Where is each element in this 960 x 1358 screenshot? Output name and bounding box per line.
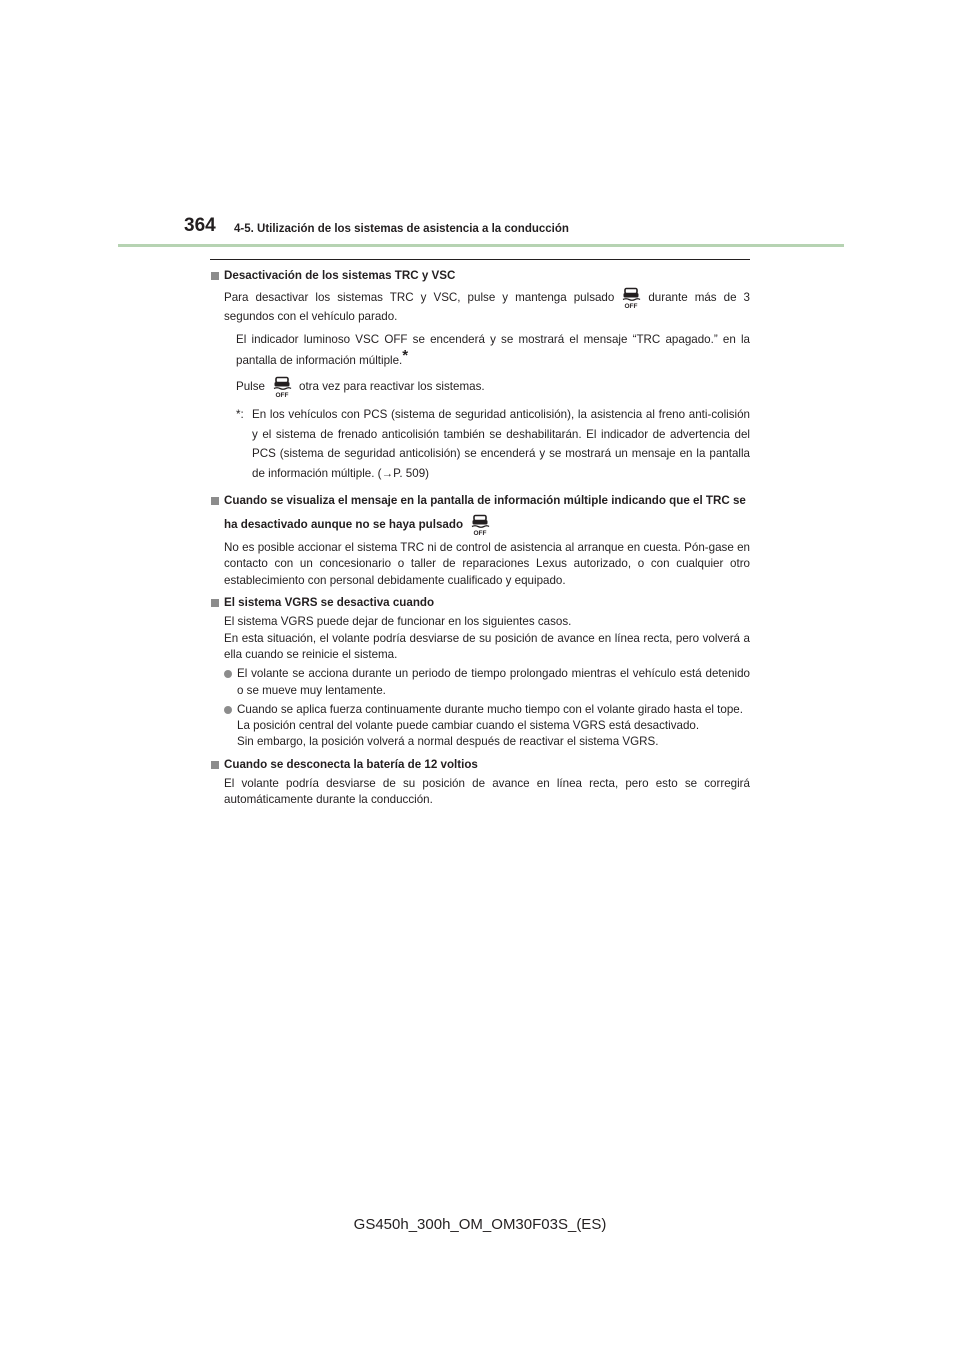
paragraph: No es posible accionar el sistema TRC ni de control de asistencia al arranque en cuesta. Pón-gase en contacto con un concesionario o taller de reparaciones Lexus autorizado, o con cualquier otro establecimiento con personal debidamente cualificado y equipado.	[224, 541, 750, 587]
chapter-title: 4-5. Utilización de los sistemas de asistencia a la conducción	[234, 223, 569, 235]
section-title: Cuando se desconecta la batería de 12 voltios	[224, 757, 478, 771]
vehicle-skid-off-icon	[468, 514, 492, 536]
square-bullet-icon	[211, 761, 219, 769]
vehicle-skid-off-icon	[270, 376, 294, 398]
document-code: GS450h_300h_OM_OM30F03S_(ES)	[353, 1216, 607, 1233]
section-trc-message	[210, 489, 750, 589]
list-item-text: Cuando se aplica fuerza continuamente durante mucho tiempo con el volante girado hasta el tope.	[237, 702, 743, 716]
section-trc-vsc-off	[210, 268, 750, 483]
section-title: Cuando se visualiza el mensaje en la pantalla de información múltiple indicando que el TRC se ha desactivado aunque no se haya pulsado	[224, 494, 746, 532]
square-bullet-icon	[211, 497, 219, 505]
paragraph-text: otra vez para reactivar los sistemas.	[299, 380, 485, 394]
page-header	[184, 214, 844, 250]
paragraph: El sistema VGRS puede dejar de funcionar en los siguientes casos.	[224, 615, 572, 629]
paragraph-text: durante más de 3 segundos con el vehículo parado.	[224, 291, 750, 324]
section-title: El sistema VGRS se desactiva cuando	[224, 596, 435, 610]
header-divider	[118, 244, 844, 247]
section-divider	[210, 259, 750, 260]
list-item-text: El volante se acciona durante un periodo de tiempo prolongado mientras el vehículo está detenido o se mueve muy lentamente.	[237, 667, 750, 697]
page-number: 364	[184, 215, 216, 236]
vehicle-skid-off-icon	[619, 287, 643, 309]
paragraph-text: Pulse	[236, 380, 266, 394]
paragraph-text: El indicador luminoso VSC OFF se encenderá y se mostrará el mensaje “TRC apagado.” en la pantalla de información múltiple.	[236, 332, 750, 367]
square-bullet-icon	[211, 272, 219, 280]
list-item-text: Sin embargo, la posición volverá a normal después de reactivar el sistema VGRS.	[237, 735, 659, 749]
section-title: Desactivación de los sistemas TRC y VSC	[224, 269, 456, 282]
list-item-text: La posición central del volante puede cambiar cuando el sistema VGRS está desactivado.	[237, 719, 700, 733]
page-content	[210, 259, 750, 815]
list-item	[224, 666, 750, 699]
round-bullet-icon	[224, 706, 232, 714]
paragraph-text: Para desactivar los sistemas TRC y VSC, pulse y mantenga pulsado	[224, 291, 615, 305]
round-bullet-icon	[224, 670, 232, 678]
footnote-text: En los vehículos con PCS (sistema de seguridad anticolisión), la asistencia al freno anti-colisión y el sistema de frenado anticolisión también se deshabilitarán. El indicador de advertencia del PCS (sistema de seguridad anticolisión) se encenderá y se mostrará un mensaje en la pantalla de información múltiple. (→P. 509)	[252, 408, 750, 480]
square-bullet-icon	[211, 599, 219, 607]
paragraph: El volante podría desviarse de su posición de avance en línea recta, pero esto se corregirá automáticamente durante la conducción.	[224, 777, 750, 807]
paragraph	[236, 332, 750, 370]
paragraph	[236, 375, 750, 399]
paragraph	[224, 287, 750, 325]
footnote-marker: *:	[236, 408, 244, 422]
section-battery	[210, 757, 750, 809]
list-item	[224, 702, 750, 751]
paragraph: En esta situación, el volante podría desviarse de su posición de avance en línea recta, pero volverá a ella cuando se reinicie el sistema.	[224, 631, 750, 661]
section-vgrs	[210, 595, 750, 751]
footnote	[236, 405, 750, 483]
footnote-marker: *	[402, 346, 409, 364]
